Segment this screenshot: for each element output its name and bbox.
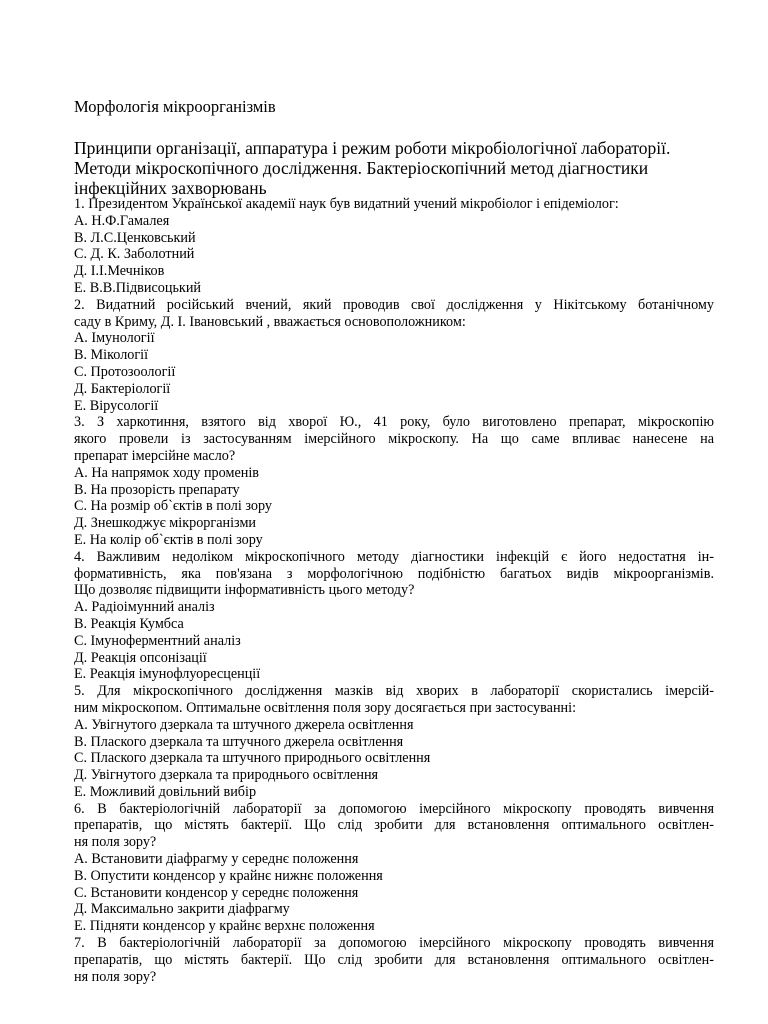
question-block xyxy=(74,683,714,801)
question-text-line: 6. В бактеріологічній лабораторії за допомогою імерсійного мікроскопу проводять вивчення xyxy=(74,800,714,817)
question-block xyxy=(74,297,714,415)
answer-option: Д. Увігнутого дзеркала та природнього освітлення xyxy=(74,767,379,784)
question-text-line: препарат імерсійне масло? xyxy=(74,447,236,464)
question-text-line: 1. Президентом Української академії наук був видатний учений мікробіолог і епідеміолог: xyxy=(74,196,619,212)
answer-option: С. Протозоології xyxy=(74,363,176,380)
answer-option: В. Л.С.Ценковський xyxy=(74,229,196,246)
questions-list xyxy=(74,196,714,985)
question-block xyxy=(74,801,714,935)
question-text-line: 2. Видатний російський вчений, який проводив свої дослідження у Нікітському ботанічному xyxy=(74,296,714,313)
question-text-line: препаратів, що містять бактерії. Що слід зробити для встановлення оптимального освітлен- xyxy=(74,951,714,968)
answer-option: В. Мікології xyxy=(74,347,149,364)
answer-option: А. Радіоімунний аналіз xyxy=(74,599,215,616)
answer-option: Е. Підняти конденсор у крайнє верхнє положення xyxy=(74,918,375,935)
answer-option: Д. Знешкоджує мікрорганізми xyxy=(74,515,257,532)
question-text-line: 3. З харкотиння, взятого від хворої Ю., 41 року, було виготовлено препарат, мікроскопію xyxy=(74,414,714,431)
answer-option: С. Плаского дзеркала та штучного природнього освітлення xyxy=(74,750,431,767)
question-text-line: препаратів, що містять бактерії. Що слід зробити для встановлення оптимального освітлен- xyxy=(74,817,714,834)
section-heading xyxy=(74,138,714,198)
answer-option: А. Увігнутого дзеркала та штучного джерела освітлення xyxy=(74,716,414,733)
answer-option: Е. Можливий довільний вибір xyxy=(74,783,257,800)
question-text-line: 4. Важливим недоліком мікроскопічного методу діагностики інфекцій є його недостатня ін- xyxy=(74,548,714,565)
answer-option: С. Д. К. Заболотний xyxy=(74,246,195,263)
answer-option: Е. Реакція імунофлуоресценції xyxy=(74,666,261,683)
answer-option: С. Встановити конденсор у середнє положення xyxy=(74,884,359,901)
answer-option: С. На розмір об`єктів в полі зору xyxy=(74,498,272,515)
answer-option: Д. І.І.Мечніков xyxy=(74,263,165,280)
question-text-line: ним мікроскопом. Оптимальне освітлення поля зору досягається при застосуванні: xyxy=(74,699,577,716)
question-text-line: 7. В бактеріологічній лабораторії за допомогою імерсійного мікроскопу проводять вивчення xyxy=(74,935,714,952)
answer-option: Е. Вірусології xyxy=(74,397,159,414)
document-title: Морфологія мікроорганізмів xyxy=(74,97,276,116)
answer-option: Д. Максимально закрити діафрагму xyxy=(74,901,290,918)
answer-option: А. Н.Ф.Гамалея xyxy=(74,212,170,229)
question-text-line: ня поля зору? xyxy=(74,834,157,851)
answer-option: С. Імуноферментний аналіз xyxy=(74,632,241,649)
answer-option: А. На напрямок ходу променів xyxy=(74,464,259,481)
question-text-line: Що дозволяє підвищити інформативність цього методу? xyxy=(74,582,415,599)
question-text-line: якого провели із застосуванням імерсійного мікроскопу. На що саме впливає нанесене на xyxy=(74,431,714,448)
answer-option: А. Імунології xyxy=(74,330,155,347)
question-text-line: саду в Криму, Д. І. Івановський , вважається основоположником: xyxy=(74,313,466,330)
question-text-line: формативність, яка пов'язана з морфологічною подібністю багатьох видів мікроорганізмів. xyxy=(74,565,714,582)
heading-line: Принципи організації, аппаратура і режим роботи мікробіологічної лабораторії. xyxy=(74,138,671,158)
question-block xyxy=(74,414,714,548)
answer-option: В. На прозорість препарату xyxy=(74,481,240,498)
answer-option: В. Плаского дзеркала та штучного джерела освітлення xyxy=(74,733,404,750)
answer-option: Д. Бактеріології xyxy=(74,380,171,397)
answer-option: Е. В.В.Підвисоцький xyxy=(74,279,202,296)
question-block xyxy=(74,196,714,297)
question-block xyxy=(74,935,714,985)
heading-line: Методи мікроскопічного дослідження. Бактеріоскопічний метод діагностики xyxy=(74,158,649,178)
answer-option: Е. На колір об`єктів в полі зору xyxy=(74,531,263,548)
answer-option: Д. Реакція опсонізації xyxy=(74,649,207,666)
heading-line: інфекційних захворювань xyxy=(74,178,267,198)
question-block xyxy=(74,549,714,683)
question-text-line: ня поля зору? xyxy=(74,968,157,985)
answer-option: А. Встановити діафрагму у середнє положення xyxy=(74,851,359,868)
question-text-line: 5. Для мікроскопічного дослідження мазків від хворих в лабораторії скористались імерсій- xyxy=(74,683,714,700)
answer-option: В. Опустити конденсор у крайнє нижнє положення xyxy=(74,867,383,884)
answer-option: В. Реакція Кумбса xyxy=(74,615,184,632)
